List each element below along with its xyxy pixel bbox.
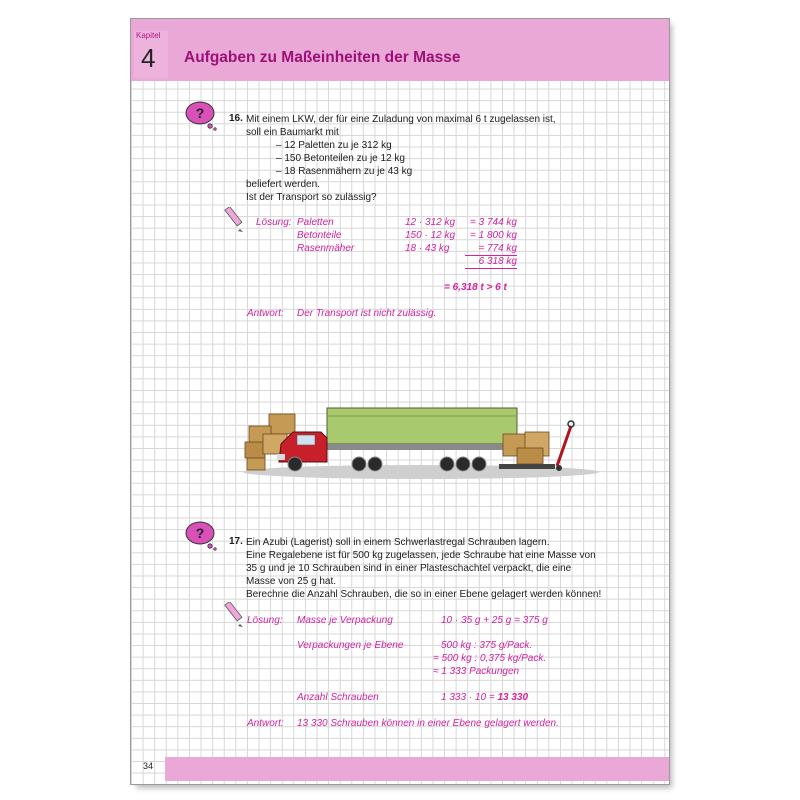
task16-list-item: – 150 Betonteilen zu je 12 kg [276,153,405,164]
task16-line: Mit einem LKW, der für eine Zuladung von maximal 6 t zugelassen ist, [246,114,556,125]
item-calc: 12 · 312 kg [405,217,456,228]
item-calc: 18 · 43 kg [405,243,450,254]
footer-band [165,757,669,781]
step-calc: 10 · 35 g + 25 g = 375 g [441,615,548,626]
step3-result: 13 330 [497,692,529,703]
task16-line: beliefert werden. [246,179,320,190]
item-name: Paletten [297,217,334,228]
step3-calc: 1 333 · 10 = [441,692,498,703]
task16-solution-label: Lösung: [256,217,292,228]
item-result: = 1 800 kg [470,230,517,241]
task17-solution-label: Lösung: [247,615,283,626]
page-title: Aufgaben zu Maßeinheiten der Masse [184,49,461,66]
item-result: = 3 744 kg [470,217,517,228]
step-label: Anzahl Schrauben [297,692,379,703]
question-cloud-icon [185,519,219,551]
step-calc: 500 kg : 375 g/Pack. [441,640,533,651]
item-calc: 150 · 12 kg [405,230,456,241]
chapter-box [134,31,168,78]
workbook-page [130,18,670,785]
task16-list-item: – 12 Paletten zu je 312 kg [276,140,392,151]
page-number: 34 [143,761,154,771]
task17-line: Berechne die Anzahl Schrauben, die so in einer Ebene gelagert werden können! [246,589,602,600]
comparison: = 6,318 t > 6 t [444,282,507,293]
step-label: Masse je Verpackung [297,615,393,626]
task17-answer: 13 330 Schrauben können in einer Ebene gelagert werden. [297,718,559,729]
step-calc: ≈ 1 333 Packungen [433,666,520,677]
task17-line: 35 g und je 10 Schrauben sind in einer Plasteschachtel verpackt, die eine [246,563,572,574]
task16-line: soll ein Baumarkt mit [246,127,339,138]
task17-answer-label: Antwort: [247,718,284,729]
item-name: Rasenmäher [297,243,355,254]
step-calc: = 500 kg : 0,375 kg/Pack. [433,653,547,664]
item-name: Betonteile [297,230,342,241]
svg-text:?: ? [195,525,205,541]
task17-line: Masse von 25 g hat. [246,576,337,587]
task16-number: 16. [229,113,243,124]
task16-line: Ist der Transport so zulässig? [246,192,377,203]
pencil-icon [223,602,245,628]
task16-list-item: – 18 Rasenmähern zu je 43 kg [276,166,413,177]
chapter-number: 4 [141,43,156,73]
task16-answer-label: Antwort: [247,308,284,319]
truck-illustration [241,404,601,482]
question-cloud-icon [185,99,219,131]
task17-line: Eine Regalebene ist für 500 kg zugelassen, jede Schraube hat eine Masse von [246,550,596,561]
task16-answer: Der Transport ist nicht zulässig. [297,308,437,319]
task17-number: 17. [229,536,243,547]
sum-result: 6 318 kg [465,255,517,269]
svg-text:?: ? [195,105,205,121]
step-label: Verpackungen je Ebene [297,640,404,651]
item-result: = 774 kg [465,242,517,256]
step-calc [441,691,528,704]
pencil-icon [223,207,245,233]
chapter-label: Kapitel [136,31,161,40]
task17-line: Ein Azubi (Lagerist) soll in einem Schwerlastregal Schrauben lagern. [246,537,550,548]
